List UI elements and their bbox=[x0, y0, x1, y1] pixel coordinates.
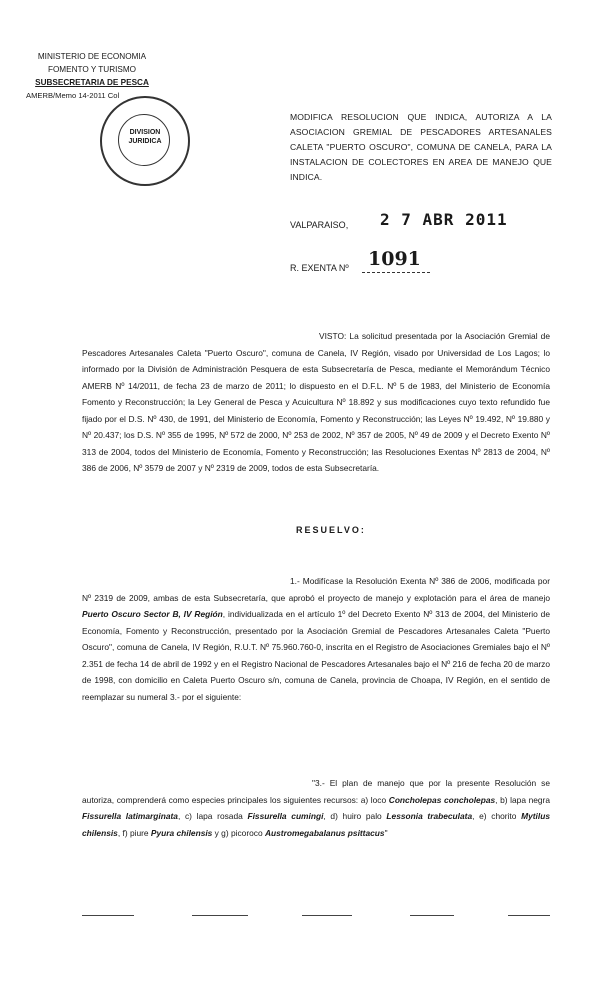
resuelvo-heading: RESUELVO: bbox=[296, 525, 366, 535]
resolution-label: R. EXENTA Nº bbox=[290, 263, 349, 273]
footer-line bbox=[508, 915, 550, 916]
species-name: Fissurella latimarginata bbox=[82, 811, 178, 821]
juridical-division-stamp bbox=[100, 96, 190, 186]
memo-reference: AMERB/Memo 14-2011 Col bbox=[26, 91, 120, 100]
document-title: MODIFICA RESOLUCION QUE INDICA, AUTORIZA A LA ASOCIACION GREMIAL DE PESCADORES ARTESANALES CALETA "PUERTO OSCURO", COMUNA DE CANELA, PARA LA INSTALACION DE COLECTORES EN AREA DE MANEJO QUE INDICA. bbox=[290, 112, 552, 182]
ministry-name: MINISTERIO DE ECONOMIA bbox=[37, 52, 147, 61]
article-1-paragraph: 1.- Modifícase la Resolución Exenta Nº 386 de 2006, modificada por Nº 2319 de 2009, ambas de esta Subsecretaría, que aprobó el proyecto de manejo y explotación para el área de manejo Puerto Oscuro Sector B, IV Región, individualizada en el artículo 1º del Decreto Exento Nº 313 de 2004, del Ministerio de Economía, Fomento y Reconstrucción, presentado por la Asociación Gremial de Pescadores Artesanales Caleta "Puerto Oscuro", comuna de Canela, IV Región, R.U.T. Nº 75.960.760-0, inscrita en el Registro de Asociaciones Gremiales bajo el Nº 2.351 de fecha 14 de abril de 1992 y en el Registro Nacional de Pescadores Artesanales bajo el Nº 216 de fecha 20 de marzo de 1998, con domicilio en Caleta Puerto Oscuro s/n, comuna de Canela, provincia de Choapa, IV Región, en el sentido de reemplazar su numeral 3.- por el siguiente: bbox=[82, 576, 550, 702]
species-name: Lessonia trabeculata bbox=[386, 811, 473, 821]
issuer-header bbox=[22, 50, 162, 102]
resolution-number: 1091 bbox=[368, 248, 421, 270]
species-name: Austromegabalanus psittacus bbox=[264, 827, 385, 838]
ministry-subname: FOMENTO Y TURISMO bbox=[47, 65, 137, 74]
species-name: Mytilus chilensis bbox=[82, 811, 550, 838]
place-label: VALPARAISO, bbox=[290, 220, 349, 230]
subsecretaria-name: SUBSECRETARIA DE PESCA bbox=[35, 78, 149, 87]
resolution-underline bbox=[362, 272, 430, 273]
numeral-3-paragraph: "3.- El plan de manejo que por la presente Resolución se autoriza, comprenderá como especies principales los siguientes recursos: a) loco Concholepas concholepas, b) lapa negra Fissurella latimarginata, c) lapa rosada Fissurella cumingi, d) huiro palo Lessonia trabeculata, e) chorito Mytilus chilensis, f) piure Pyura chilensis y g) picoroco Austromegabalanus psittacus" bbox=[82, 778, 550, 838]
species-name: Fissurella cumingi bbox=[247, 811, 324, 821]
area-name: Puerto Oscuro Sector B, IV Región bbox=[82, 609, 223, 619]
footer-line bbox=[302, 915, 352, 916]
species-name: Pyura chilensis bbox=[150, 827, 213, 838]
visto-paragraph: VISTO: La solicitud presentada por la Asociación Gremial de Pescadores Artesanales Caleta "Puerto Oscuro", comuna de Canela, IV Región, visado por Universidad de Los Lagos; lo informado por la División de Administración Pesquera de esta Subsecretaría de Pesca, mediante el Memorándum Técnico AMERB Nº 14/2011, de fecha 23 de marzo de 2011; lo dispuesto en el D.F.L. Nº 5 de 1983, del Ministerio de Economía Fomento y Reconstrucción; la Ley General de Pesca y Acuicultura Nº 18.892 y sus modificaciones cuyo texto refundido fue fijado por el D.S. Nº 430, de 1991, del Ministerio de Economía, Fomento y Reconstrucción; las Leyes Nº 19.492, Nº 19.880 y Nº 20.437; los D.S. Nº 355 de 1995, Nº 572 de 2000, Nº 253 de 2002, Nº 357 de 2005, Nº 49 de 2009 y el Decreto Exento Nº 313 de 2004, todos del Ministerio de Economía, Fomento y Reconstrucción; las Resoluciones Exentas Nº 2813 de 2004, Nº 386 de 2006, Nº 3579 de 2007 y Nº 2319 de 2009, todos de esta Subsecretaría. bbox=[82, 331, 550, 473]
species-name: Concholepas concholepas bbox=[388, 794, 496, 805]
footer-line bbox=[82, 915, 134, 916]
footer-line bbox=[410, 915, 454, 916]
stamp-center-text: DIVISION JURIDICA bbox=[128, 129, 162, 145]
date-stamp: 2 7 ABR 2011 bbox=[380, 210, 508, 229]
footer-line bbox=[192, 915, 248, 916]
